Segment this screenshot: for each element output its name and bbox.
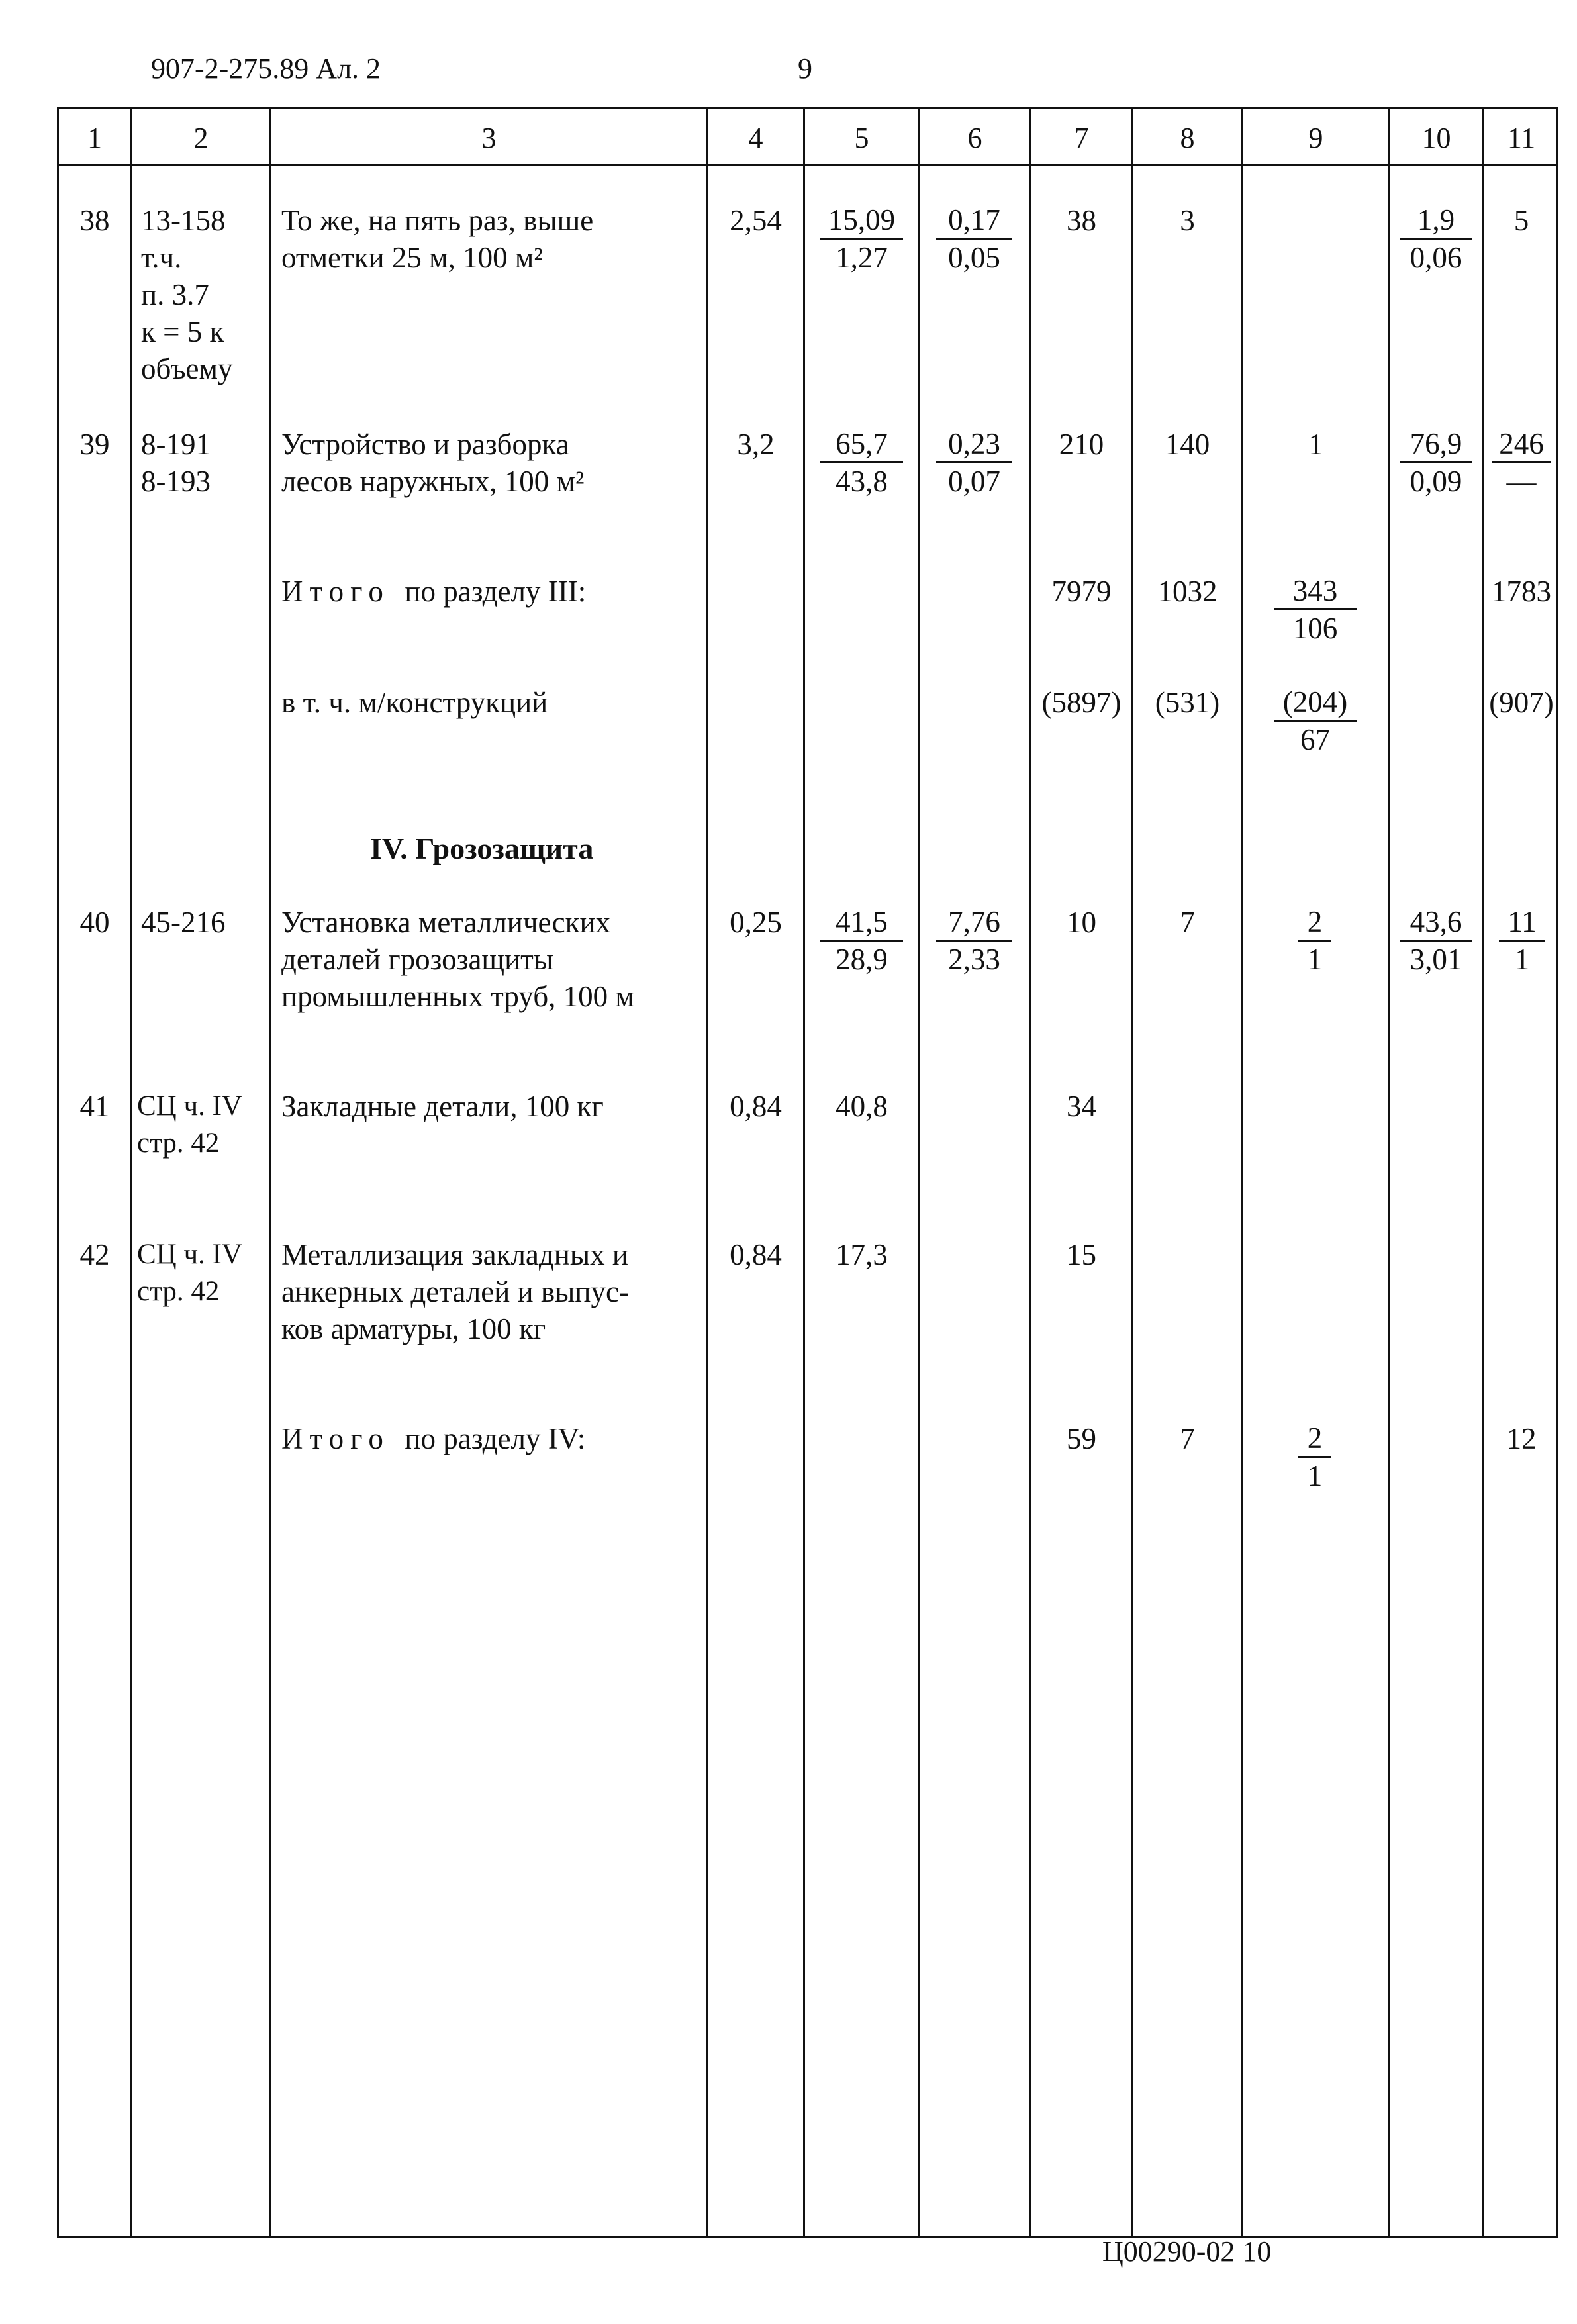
row-41-col7: 34 xyxy=(1067,1090,1096,1123)
estimate-table xyxy=(57,107,1558,2238)
column-number-6: 6 xyxy=(967,122,982,154)
header-divider xyxy=(59,164,1556,166)
row-40-col11: $\frac{11}{1}$ xyxy=(1499,904,1545,977)
row-42-number: 42 xyxy=(79,1238,110,1271)
total-iv-col8: 7 xyxy=(1180,1422,1195,1455)
total-iv-col7: 59 xyxy=(1067,1422,1096,1455)
metal-structures-col11: (907) xyxy=(1489,686,1554,719)
document-code: 907-2-275.89 Ал. 2 xyxy=(151,52,381,85)
total-iv-col11: 12 xyxy=(1506,1422,1537,1455)
row-38-description: То же, на пять раз, выше отметки 25 м, 100 м² xyxy=(281,204,594,274)
row-39-col6: $\frac{0,23}{0,07}$ xyxy=(936,426,1012,499)
column-number-5: 5 xyxy=(854,122,869,154)
row-39-code: 8-191 8-193 xyxy=(141,428,211,498)
row-39-col8: 140 xyxy=(1165,428,1210,461)
row-40-col5: $\frac{41,5}{28,9}$ xyxy=(820,904,903,977)
column-divider xyxy=(918,109,920,2236)
row-42-description: Металлизация закладных и анкерных деталей и выпус- ков арматуры, 100 кг xyxy=(281,1238,629,1345)
page-number: 9 xyxy=(798,52,812,85)
metal-structures-col7: (5897) xyxy=(1041,686,1122,719)
row-38-col4: 2,54 xyxy=(730,204,782,237)
metal-structures-col8: (531) xyxy=(1155,686,1220,719)
row-41-col5: 40,8 xyxy=(836,1090,888,1123)
row-38-col5: $\frac{15,09}{1,27}$ xyxy=(820,202,903,275)
total-iv-col9: $\frac{2}{1}$ xyxy=(1298,1420,1331,1494)
column-divider xyxy=(1482,109,1484,2236)
column-divider xyxy=(1388,109,1390,2236)
column-divider xyxy=(130,109,132,2236)
metal-structures-label: в т. ч. м/конструкций xyxy=(281,686,548,719)
row-38-col11: 5 xyxy=(1513,204,1529,237)
column-divider xyxy=(269,109,271,2236)
column-number-9: 9 xyxy=(1308,122,1323,154)
row-38-col7: 38 xyxy=(1067,204,1096,237)
column-divider xyxy=(803,109,805,2236)
row-39-number: 39 xyxy=(79,428,110,461)
column-number-3: 3 xyxy=(481,122,497,154)
row-39-col11: 246 — xyxy=(1492,426,1551,499)
total-section-iii-label: Итого по разделу III: xyxy=(281,575,587,608)
row-38-col10: $\frac{1,9}{0,06}$ xyxy=(1400,202,1472,275)
row-39-col4: 3,2 xyxy=(737,428,775,461)
column-number-4: 4 xyxy=(748,122,763,154)
row-41-number: 41 xyxy=(79,1090,110,1123)
row-39-description: Устройство и разборка лесов наружных, 100 м² xyxy=(281,428,585,498)
row-42-col4: 0,84 xyxy=(730,1238,782,1271)
total-iii-col9: $\frac{343}{106}$ xyxy=(1274,573,1357,646)
row-39-col10: $\frac{76,9}{0,09}$ xyxy=(1400,426,1472,499)
column-number-2: 2 xyxy=(193,122,209,154)
row-40-code: 45-216 xyxy=(141,906,226,939)
row-38-code: 13-158 т.ч. п. 3.7 к = 5 к объему xyxy=(141,204,233,385)
metal-structures-col9: $\frac{(204)}{67}$ xyxy=(1274,684,1357,757)
row-38-number: 38 xyxy=(79,204,110,237)
row-39-col9: 1 xyxy=(1308,428,1323,461)
row-42-code: СЦ ч. IV стр. 42 xyxy=(137,1239,242,1307)
row-40-number: 40 xyxy=(79,906,110,939)
row-42-col5: 17,3 xyxy=(836,1238,888,1271)
row-38-col8: 3 xyxy=(1180,204,1195,237)
row-42-col7: 15 xyxy=(1067,1238,1096,1271)
row-40-col4: 0,25 xyxy=(730,906,782,939)
row-40-col7: 10 xyxy=(1067,906,1096,939)
row-41-description: Закладные детали, 100 кг xyxy=(281,1090,604,1123)
row-41-col4: 0,84 xyxy=(730,1090,782,1123)
row-39-col5: $\frac{65,7}{43,8}$ xyxy=(820,426,903,499)
row-38-col6: $\frac{0,17}{0,05}$ xyxy=(936,202,1012,275)
total-section-iv-label: Итого по разделу IV: xyxy=(281,1422,586,1455)
row-40-col10: $\frac{43,6}{3,01}$ xyxy=(1400,904,1472,977)
row-40-col9: $\frac{2}{1}$ xyxy=(1298,904,1331,977)
section-iv-title: IV. Грозозащита xyxy=(370,832,594,865)
total-iii-col11: 1783 xyxy=(1492,575,1551,608)
row-40-col8: 7 xyxy=(1180,906,1195,939)
row-40-description: Установка металлических деталей грозозащиты промышленных труб, 100 м xyxy=(281,906,634,1013)
row-41-code: СЦ ч. IV стр. 42 xyxy=(137,1090,242,1159)
column-number-11: 11 xyxy=(1507,122,1536,154)
column-number-1: 1 xyxy=(87,122,102,154)
footer-code: Ц00290-02 10 xyxy=(1102,2235,1272,2268)
total-iii-col7: 7979 xyxy=(1051,575,1112,608)
row-39-col7: 210 xyxy=(1059,428,1104,461)
column-number-8: 8 xyxy=(1180,122,1195,154)
column-number-7: 7 xyxy=(1074,122,1089,154)
column-number-10: 10 xyxy=(1421,122,1451,154)
total-iii-col8: 1032 xyxy=(1157,575,1218,608)
row-40-col6: $\frac{7,76}{2,33}$ xyxy=(936,904,1012,977)
